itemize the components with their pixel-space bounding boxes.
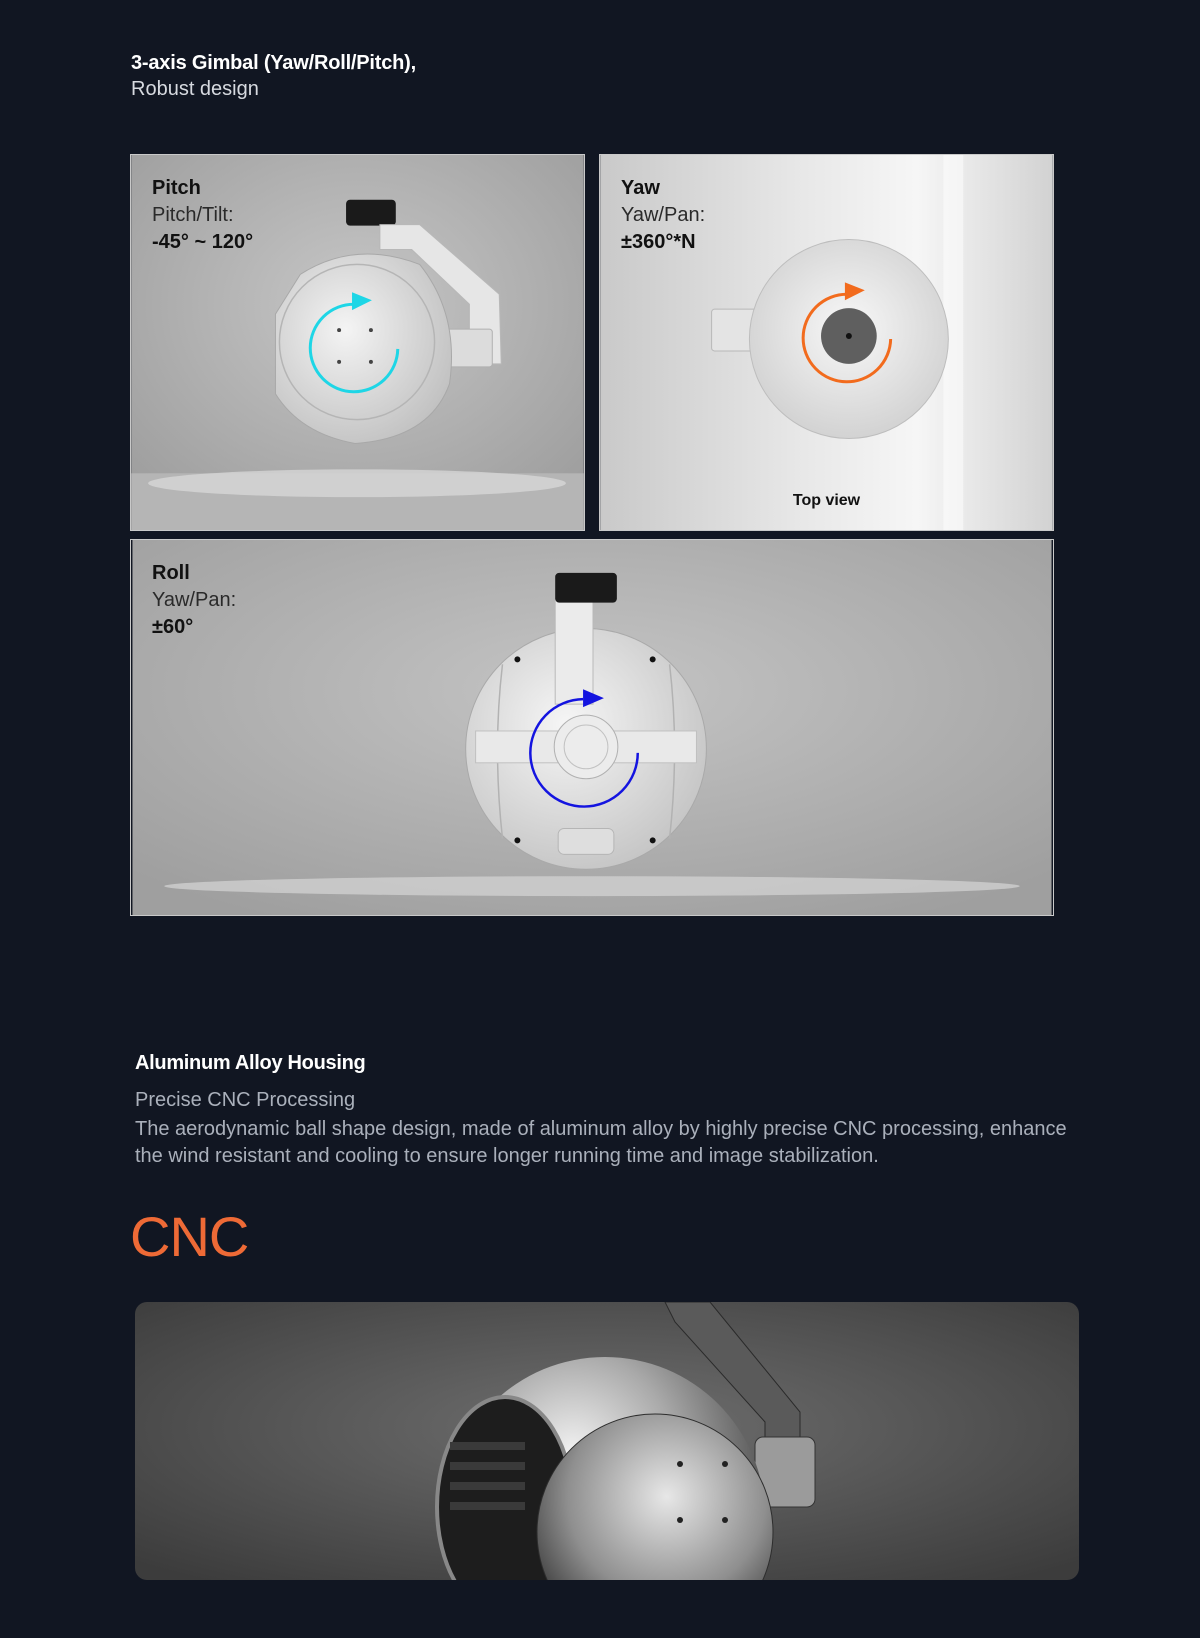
top-view-caption: Top view: [792, 492, 861, 509]
pitch-range-value: -45° ~ 120°: [152, 231, 254, 253]
section-subtitle: Robust design: [131, 78, 259, 100]
pitch-title: Pitch: [152, 177, 201, 199]
yaw-range-key: Yaw/Pan:: [621, 204, 706, 226]
cnc-gimbal-render: [135, 1302, 1079, 1580]
housing-description: The aerodynamic ball shape design, made of aluminum alloy by highly precise CNC processing, enhance the wind resistant and cooling to ensure longer running time and image stabilization.: [135, 1118, 1067, 1167]
section-header: [131, 50, 416, 102]
roll-gimbal-image: [131, 540, 1053, 915]
roll-range-key: Yaw/Pan:: [152, 589, 237, 611]
yaw-title: Yaw: [621, 177, 660, 199]
housing-section: [135, 1052, 1095, 1170]
pitch-range-key: Pitch/Tilt:: [152, 204, 234, 226]
roll-range-value: ±60°: [152, 616, 194, 638]
cnc-gimbal-image: [135, 1302, 1079, 1580]
yaw-range-value: ±360°*N: [621, 231, 696, 253]
pitch-panel: [130, 154, 585, 531]
cnc-badge: CNC: [130, 1205, 249, 1268]
roll-title: Roll: [152, 562, 190, 584]
pitch-label: [152, 175, 253, 256]
yaw-label: [621, 175, 705, 256]
section-title: 3-axis Gimbal (Yaw/Roll/Pitch),: [131, 52, 416, 74]
yaw-panel: [599, 154, 1054, 531]
housing-title: Aluminum Alloy Housing: [135, 1052, 366, 1074]
roll-label: [152, 560, 236, 641]
roll-panel: [130, 539, 1054, 916]
housing-subtitle: Precise CNC Processing: [135, 1089, 356, 1111]
